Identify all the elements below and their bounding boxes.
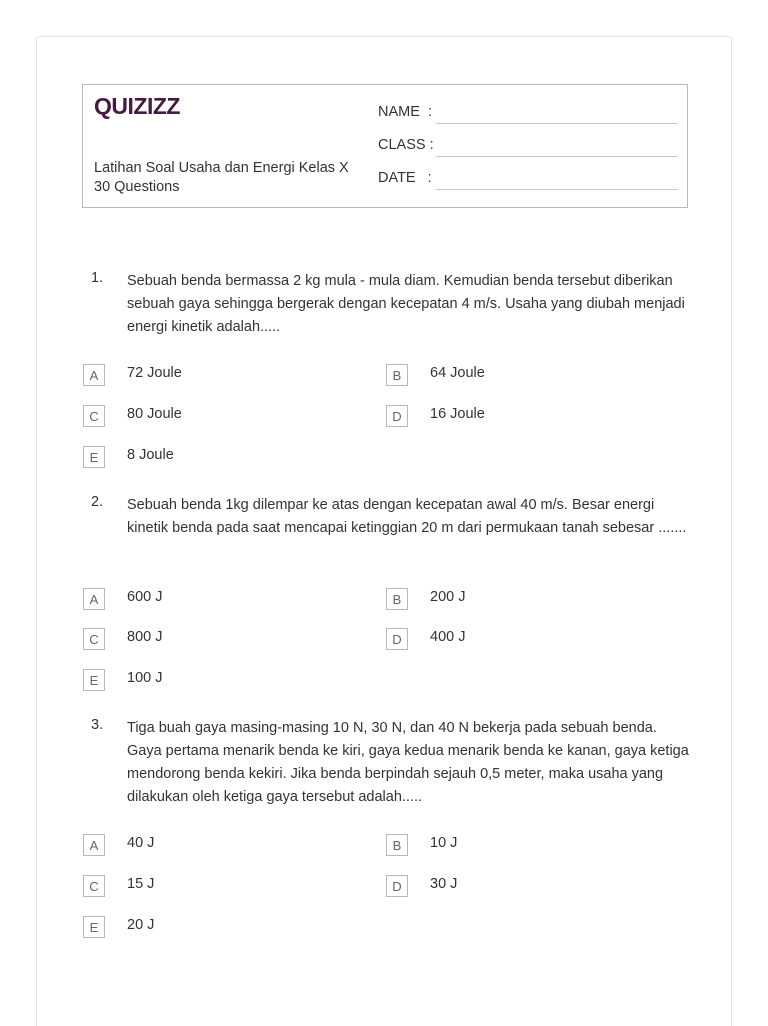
option-letter: C [83, 628, 105, 650]
date-line[interactable] [436, 189, 678, 190]
option-letter: C [83, 875, 105, 897]
question-number: 2. [91, 494, 104, 510]
option-letter: E [83, 446, 105, 468]
option-letter: A [83, 834, 105, 856]
option-letter: B [386, 364, 408, 386]
option-text: 400 J [430, 629, 466, 645]
date-field [378, 166, 678, 190]
quizizz-logo-mark [94, 93, 184, 119]
option-letter: A [83, 588, 105, 610]
option-letter: B [386, 588, 408, 610]
option-letter: D [386, 405, 408, 427]
option-text: 15 J [127, 876, 155, 892]
quizizz-logo [94, 93, 184, 126]
name-line[interactable] [436, 123, 678, 124]
option-text: 800 J [127, 629, 163, 645]
question-number: 1. [91, 270, 104, 286]
question-text: Sebuah benda bermassa 2 kg mula - mula diam. Kemudian benda tersebut diberikan sebuah gaya sehingga bergerak dengan kecepatan 4 m/s. Usaha yang diubah menjadi energi kinetik adalah..... [127, 273, 685, 335]
question-text: Sebuah benda 1kg dilempar ke atas dengan kecepatan awal 40 m/s. Besar energi kinetik benda pada saat mencapai ketinggian 20 m dari permukaan tanah sebesar ....... [127, 497, 687, 536]
class-field [378, 133, 678, 157]
option-text: 20 J [127, 917, 155, 933]
name-label: NAME : [378, 104, 432, 120]
svg-text:QUIZIZZ: QUIZIZZ [94, 93, 180, 119]
option-letter: D [386, 875, 408, 897]
option-text: 200 J [430, 589, 466, 605]
worksheet-page [36, 36, 732, 1026]
date-label: DATE : [378, 170, 432, 186]
option-text: 40 J [127, 835, 155, 851]
quiz-title: Latihan Soal Usaha dan Energi Kelas X [94, 160, 349, 176]
name-field [378, 100, 678, 124]
option-text: 100 J [127, 670, 163, 686]
option-text: 80 Joule [127, 406, 182, 422]
option-letter: C [83, 405, 105, 427]
option-text: 64 Joule [430, 365, 485, 381]
option-letter: E [83, 669, 105, 691]
option-letter: A [83, 364, 105, 386]
class-label: CLASS : [378, 137, 434, 153]
question-count: 30 Questions [94, 179, 180, 195]
option-letter: E [83, 916, 105, 938]
option-text: 30 J [430, 876, 458, 892]
option-letter: B [386, 834, 408, 856]
class-line[interactable] [436, 156, 678, 157]
option-text: 600 J [127, 589, 163, 605]
option-text: 16 Joule [430, 406, 485, 422]
option-text: 72 Joule [127, 365, 182, 381]
option-text: 10 J [430, 835, 458, 851]
question-number: 3. [91, 717, 104, 733]
option-letter: D [386, 628, 408, 650]
question-text: Tiga buah gaya masing-masing 10 N, 30 N, dan 40 N bekerja pada sebuah benda. Gaya pertama menarik benda ke kiri, gaya kedua menarik benda ke kanan, gaya ketiga mendorong benda kekiri. Jika benda berpindah sejauh 0,5 meter, maka usaha yang dilakukan oleh ketiga gaya tersebut adalah..... [127, 720, 689, 805]
option-text: 8 Joule [127, 447, 174, 463]
worksheet-header [82, 84, 688, 208]
